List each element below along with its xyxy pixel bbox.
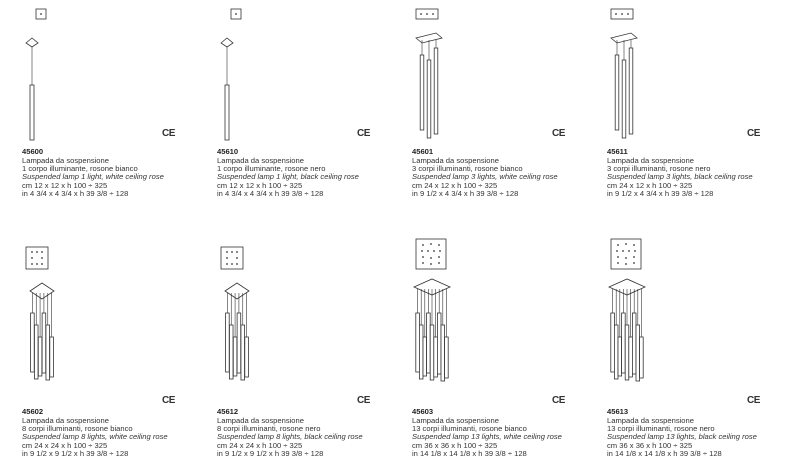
lamp-body xyxy=(237,313,241,373)
rose-dot xyxy=(625,263,627,265)
product-description-it: 3 corpi illuminanti, rosone bianco xyxy=(412,164,523,174)
product-type: Lampada da sospensione xyxy=(217,156,304,165)
product-description-en: Suspended lamp 13 lights, white ceiling rose xyxy=(412,432,562,442)
product-type: Lampada da sospensione xyxy=(607,156,694,165)
lamp-body xyxy=(30,85,34,140)
rose-dot xyxy=(41,251,43,253)
lamp-body xyxy=(50,337,54,377)
product-description-it: 1 corpo illuminante, rosone bianco xyxy=(22,164,138,174)
rose-dot xyxy=(438,256,440,258)
lamp-body xyxy=(229,325,233,379)
lamp-body xyxy=(42,313,46,373)
lamp-body xyxy=(629,48,633,134)
lamp-body xyxy=(241,325,245,380)
dimensions-cm: cm 12 x 12 x h 100 ÷ 325 xyxy=(217,180,303,190)
lamp-drawing xyxy=(0,232,190,382)
dimensions-cm: cm 24 x 24 x h 100 ÷ 325 xyxy=(22,440,108,450)
rose-dot xyxy=(235,13,237,15)
lamp-body xyxy=(618,337,622,376)
dimensions-cm: cm 24 x 12 x h 100 ÷ 325 xyxy=(607,180,693,190)
ce-mark: CE xyxy=(357,128,370,139)
lamp-body xyxy=(420,55,424,130)
product-code: 45600 xyxy=(22,147,44,156)
rose-dot xyxy=(426,13,428,15)
rose-dot xyxy=(422,262,424,264)
rose-dot xyxy=(621,13,623,15)
product-type: Lampada da sospensione xyxy=(412,416,499,425)
lamp-body xyxy=(434,48,438,134)
rose-dot xyxy=(439,250,441,252)
lamp-body xyxy=(629,337,633,377)
rose-dot xyxy=(627,13,629,15)
rose-dot xyxy=(430,257,432,259)
rose-dot xyxy=(36,263,38,265)
rose-dot xyxy=(31,257,33,259)
rose-dot xyxy=(420,13,422,15)
lamp-drawing xyxy=(585,232,775,382)
product-code: 45602 xyxy=(22,407,44,416)
lamp-body xyxy=(625,325,629,380)
lamp-body xyxy=(416,313,420,372)
product-card-45613 xyxy=(585,232,775,462)
lamp-body xyxy=(622,313,626,373)
lamp-body xyxy=(38,337,42,376)
rose-dot xyxy=(438,262,440,264)
product-type: Lampada da sospensione xyxy=(22,416,109,425)
product-description-it: 3 corpi illuminanti, rosone nero xyxy=(607,164,711,174)
product-code: 45601 xyxy=(412,147,434,156)
rose-dot xyxy=(226,251,228,253)
lamp-body xyxy=(430,325,434,380)
product-description-it: 13 corpi illuminanti, rosone bianco xyxy=(412,424,527,434)
lamp-body xyxy=(445,337,449,378)
lamp-body xyxy=(34,325,38,379)
product-card-45601 xyxy=(390,0,580,230)
rose-dot xyxy=(422,244,424,246)
product-description-it: 8 corpi illuminanti, rosone bianco xyxy=(22,424,133,434)
dimensions-in: in 9 1/2 x 4 3/4 x h 39 3/8 ÷ 128 xyxy=(412,188,519,198)
lamp-body xyxy=(640,337,644,378)
rose-dot xyxy=(438,244,440,246)
dimensions-cm: cm 24 x 12 x h 100 ÷ 325 xyxy=(412,180,498,190)
rose-dot xyxy=(31,251,33,253)
rose-dot xyxy=(432,13,434,15)
product-card-45611 xyxy=(585,0,775,230)
ceiling-rose xyxy=(30,283,54,299)
rose-dot xyxy=(231,263,233,265)
rose-dot xyxy=(231,251,233,253)
product-description-it: 1 corpo illuminante, rosone nero xyxy=(217,164,326,174)
dimensions-in: in 4 3/4 x 4 3/4 x h 39 3/8 ÷ 128 xyxy=(22,188,129,198)
dimensions-in: in 4 3/4 x 4 3/4 x h 39 3/8 ÷ 128 xyxy=(217,188,324,198)
lamp-body xyxy=(233,337,237,376)
lamp-body xyxy=(434,337,438,377)
dimensions-in: in 14 1/8 x 14 1/8 x h 39 3/8 ÷ 128 xyxy=(607,448,722,458)
ce-mark: CE xyxy=(747,395,760,406)
product-description-it: 13 corpi illuminanti, rosone nero xyxy=(607,424,715,434)
rose-dot xyxy=(236,263,238,265)
rose-dot xyxy=(617,262,619,264)
lamp-body xyxy=(632,313,636,374)
rose-dot xyxy=(226,263,228,265)
product-code: 45611 xyxy=(607,147,628,156)
ce-mark: CE xyxy=(747,128,760,139)
rose-dot xyxy=(633,244,635,246)
lamp-body xyxy=(419,325,423,379)
lamp-body xyxy=(615,55,619,130)
lamp-body xyxy=(611,313,615,372)
rose-dot xyxy=(430,243,432,245)
lamp-body xyxy=(226,313,230,372)
product-card-45600 xyxy=(0,0,190,230)
product-type: Lampada da sospensione xyxy=(217,416,304,425)
rose-dot xyxy=(31,263,33,265)
rose-dot xyxy=(625,243,627,245)
lamp-body xyxy=(46,325,50,380)
dimensions-in: in 9 1/2 x 9 1/2 x h 39 3/8 ÷ 128 xyxy=(22,448,129,458)
rose-dot xyxy=(616,250,618,252)
lamp-body xyxy=(441,325,445,381)
rose-dot xyxy=(633,262,635,264)
product-description-en: Suspended lamp 3 lights, black ceiling rose xyxy=(607,172,753,182)
rose-dot xyxy=(615,13,617,15)
rose-dot xyxy=(40,13,42,15)
rose-dot xyxy=(236,251,238,253)
product-card-45602 xyxy=(0,232,190,462)
rose-dot xyxy=(236,257,238,259)
rose-dot xyxy=(41,263,43,265)
rose-dot xyxy=(36,251,38,253)
ce-mark: CE xyxy=(552,128,565,139)
rose-dot xyxy=(430,263,432,265)
product-description-en: Suspended lamp 13 lights, black ceiling rose xyxy=(607,432,757,442)
product-description-en: Suspended lamp 8 lights, black ceiling rose xyxy=(217,432,363,442)
lamp-body xyxy=(614,325,618,379)
product-description-en: Suspended lamp 3 lights, white ceiling rose xyxy=(412,172,558,182)
lamp-drawing xyxy=(390,232,580,382)
lamp-body xyxy=(423,337,427,376)
product-description-en: Suspended lamp 1 light, white ceiling rose xyxy=(22,172,164,182)
rose-dot xyxy=(41,257,43,259)
product-code: 45612 xyxy=(217,407,239,416)
dimensions-cm: cm 36 x 36 x h 100 ÷ 325 xyxy=(607,440,693,450)
lamp-drawing xyxy=(195,232,385,382)
product-type: Lampada da sospensione xyxy=(22,156,109,165)
rose-pattern-icon xyxy=(26,247,48,269)
rose-dot xyxy=(617,244,619,246)
dimensions-cm: cm 24 x 24 x h 100 ÷ 325 xyxy=(217,440,303,450)
ceiling-rose xyxy=(221,38,233,47)
dimensions-in: in 14 1/8 x 14 1/8 x h 39 3/8 ÷ 128 xyxy=(412,448,527,458)
product-card-45610 xyxy=(195,0,385,230)
dimensions-cm: cm 36 x 36 x h 100 ÷ 325 xyxy=(412,440,498,450)
lamp-body xyxy=(245,337,249,377)
product-card-45603 xyxy=(390,232,580,462)
dimensions-cm: cm 12 x 12 x h 100 ÷ 325 xyxy=(22,180,108,190)
rose-dot xyxy=(622,250,624,252)
rose-dot xyxy=(422,256,424,258)
product-code: 45603 xyxy=(412,407,434,416)
ce-mark: CE xyxy=(162,395,175,406)
ceiling-rose xyxy=(225,283,249,299)
rose-dot xyxy=(628,250,630,252)
ce-mark: CE xyxy=(357,395,370,406)
rose-dot xyxy=(634,250,636,252)
lamp-body xyxy=(427,60,431,138)
rose-dot xyxy=(633,256,635,258)
product-type: Lampada da sospensione xyxy=(607,416,694,425)
dimensions-in: in 9 1/2 x 4 3/4 x h 39 3/8 ÷ 128 xyxy=(607,188,714,198)
rose-dot xyxy=(421,250,423,252)
rose-dot xyxy=(433,250,435,252)
rose-dot xyxy=(625,257,627,259)
product-card-45612 xyxy=(195,232,385,462)
product-description-en: Suspended lamp 8 lights, white ceiling rose xyxy=(22,432,168,442)
lamp-body xyxy=(636,325,640,381)
product-type: Lampada da sospensione xyxy=(412,156,499,165)
lamp-body xyxy=(427,313,431,373)
product-code: 45610 xyxy=(217,147,239,156)
ceiling-rose xyxy=(26,38,38,47)
rose-dot xyxy=(427,250,429,252)
lamp-body xyxy=(437,313,441,374)
product-code: 45613 xyxy=(607,407,629,416)
ce-mark: CE xyxy=(162,128,175,139)
rose-dot xyxy=(226,257,228,259)
dimensions-in: in 9 1/2 x 9 1/2 x h 39 3/8 ÷ 128 xyxy=(217,448,324,458)
product-description-it: 8 corpi illuminanti, rosone nero xyxy=(217,424,321,434)
lamp-body xyxy=(622,60,626,138)
rose-dot xyxy=(617,256,619,258)
rose-pattern-icon xyxy=(221,247,243,269)
ce-mark: CE xyxy=(552,395,565,406)
lamp-body xyxy=(31,313,35,372)
product-description-en: Suspended lamp 1 light, black ceiling rose xyxy=(217,172,359,182)
lamp-body xyxy=(225,85,229,140)
